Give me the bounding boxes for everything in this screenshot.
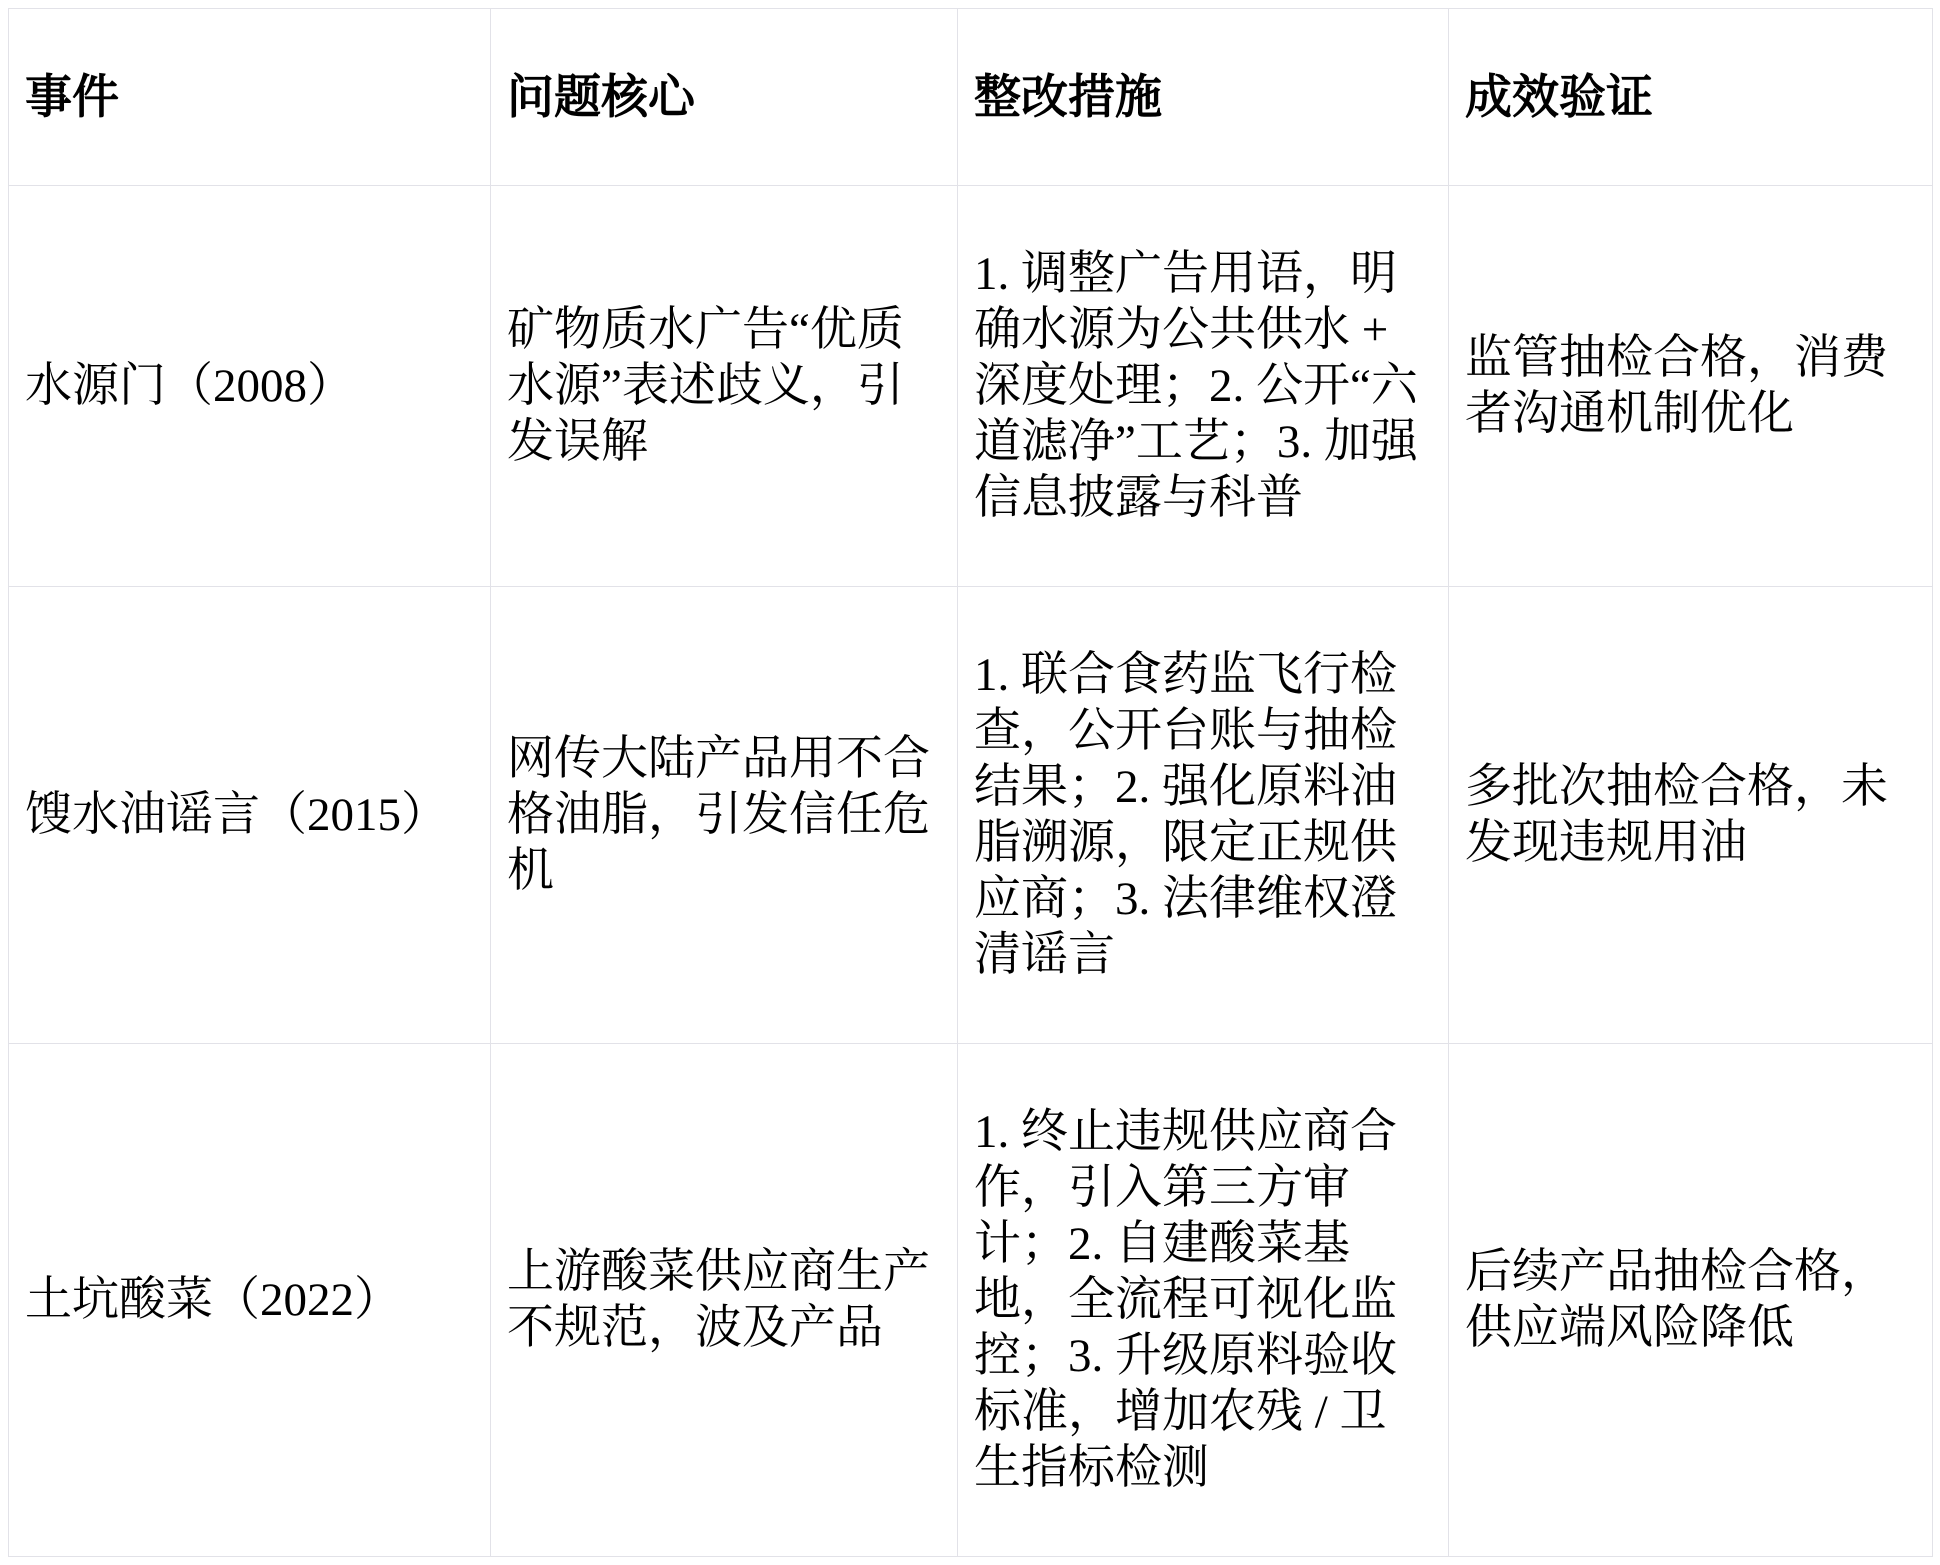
cell-row3-measures: 1. 终止违规供应商合作，引入第三方审计；2. 自建酸菜基地，全流程可视化监控；3. 升级原料验收标准，增加农残 / 卫生指标检测	[958, 1044, 1449, 1557]
cell-row2-core-issue: 网传大陆产品用不合格油脂，引发信任危机	[491, 587, 958, 1044]
table-header-row	[9, 9, 1933, 186]
cell-row3-verification: 后续产品抽检合格，供应端风险降低	[1449, 1044, 1933, 1557]
column-header-measures: 整改措施	[958, 9, 1449, 186]
cell-row1-event: 水源门（2008）	[9, 186, 491, 587]
column-header-event: 事件	[9, 9, 491, 186]
cell-row3-event: 土坑酸菜（2022）	[9, 1044, 491, 1557]
table-row-pit-pickled-cabbage	[9, 1044, 1933, 1557]
column-header-core-issue: 问题核心	[491, 9, 958, 186]
cell-row1-verification: 监管抽检合格，消费者沟通机制优化	[1449, 186, 1933, 587]
cell-row2-event: 馊水油谣言（2015）	[9, 587, 491, 1044]
cell-row2-verification: 多批次抽检合格，未发现违规用油	[1449, 587, 1933, 1044]
cell-row1-measures: 1. 调整广告用语，明确水源为公共供水 + 深度处理；2. 公开“六道滤净”工艺；3. 加强信息披露与科普	[958, 186, 1449, 587]
column-header-verification: 成效验证	[1449, 9, 1933, 186]
table-row-gutter-oil-rumor	[9, 587, 1933, 1044]
table-row-water-source-gate	[9, 186, 1933, 587]
cell-row1-core-issue: 矿物质水广告“优质水源”表述歧义，引发误解	[491, 186, 958, 587]
cell-row2-measures: 1. 联合食药监飞行检查，公开台账与抽检结果；2. 强化原料油脂溯源，限定正规供应商；3. 法律维权澄清谣言	[958, 587, 1449, 1044]
incident-table	[8, 8, 1933, 1557]
cell-row3-core-issue: 上游酸菜供应商生产不规范，波及产品	[491, 1044, 958, 1557]
